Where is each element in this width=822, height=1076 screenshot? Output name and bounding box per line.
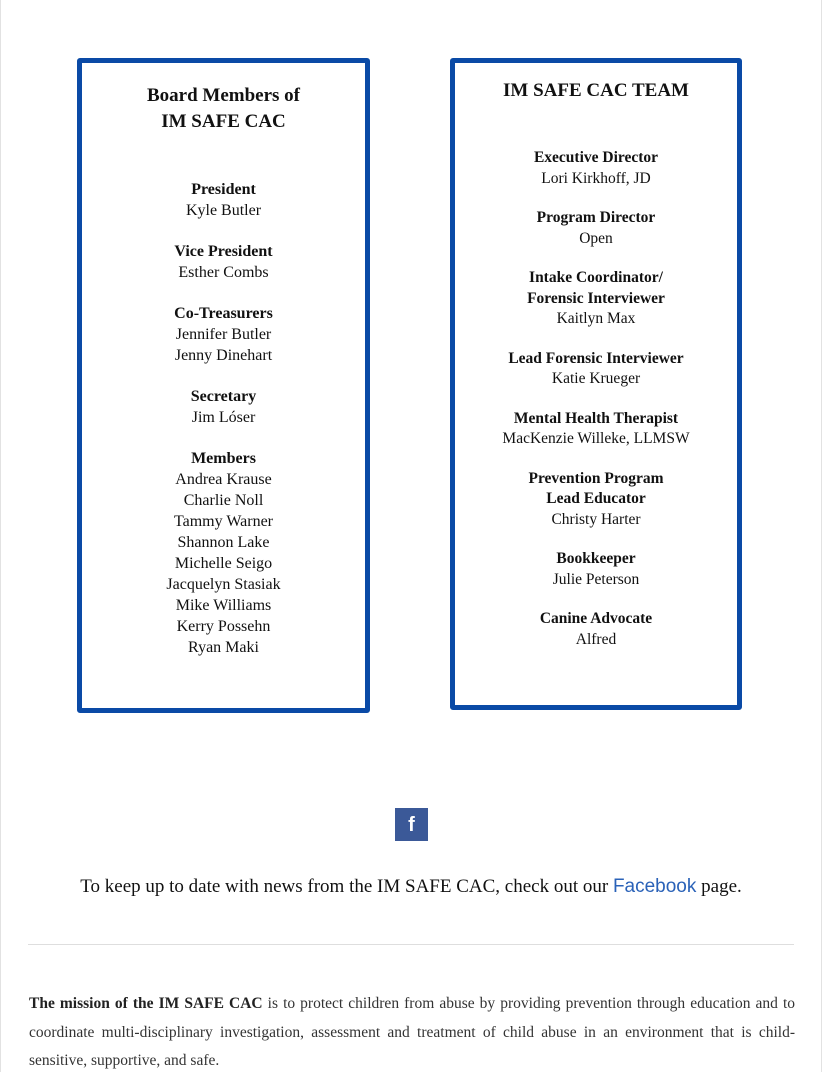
role-title: Program Director xyxy=(536,209,656,226)
board-title xyxy=(82,83,365,135)
person-name: Michelle Seigo xyxy=(174,555,273,572)
person-name: Esther Combs xyxy=(178,264,269,281)
mission-bold: The mission of the IM SAFE CAC xyxy=(29,995,263,1012)
news-prefix: To keep up to date with news from the IM SAFE CAC, check out our xyxy=(80,876,613,897)
divider xyxy=(28,944,794,945)
news-suffix: page. xyxy=(696,876,742,897)
person-name: Shannon Lake xyxy=(177,534,270,551)
person-name: Jacquelyn Stasiak xyxy=(166,576,281,593)
role-title: Bookkeeper xyxy=(556,550,636,567)
board-role xyxy=(82,179,365,221)
role-title: Executive Director xyxy=(533,149,659,166)
team-role xyxy=(455,148,737,189)
person-name: Jim Lóser xyxy=(191,409,256,426)
person-name: Ryan Maki xyxy=(188,639,259,656)
person-name: MacKenzie Willeke, LLMSW xyxy=(502,430,690,447)
role-title: Members xyxy=(191,450,256,467)
person-name: Charlie Noll xyxy=(183,492,264,509)
person-name: Katie Krueger xyxy=(551,370,641,387)
board-title-line2: IM SAFE CAC xyxy=(161,111,286,132)
facebook-icon-letter: f xyxy=(408,813,415,836)
role-title: Prevention Program xyxy=(528,469,664,487)
role-title: Mental Health Therapist xyxy=(513,409,679,427)
person-name: Andrea Krause xyxy=(175,471,272,488)
person-name: Kerry Possehn xyxy=(176,618,271,635)
team-role xyxy=(455,469,737,531)
board-role xyxy=(82,386,365,428)
board-role xyxy=(82,241,365,283)
team-role xyxy=(455,349,737,390)
person-name: Christy Harter xyxy=(551,510,641,528)
mission-statement xyxy=(29,990,795,1076)
board-title-line1: Board Members of xyxy=(146,85,301,106)
person-name: Kyle Butler xyxy=(185,202,262,219)
team-role xyxy=(455,208,737,249)
role-title: Forensic Interviewer xyxy=(527,289,665,307)
role-title: Lead Forensic Interviewer xyxy=(508,349,684,367)
person-name: Jenny Dinehart xyxy=(174,347,273,364)
team-roles-list xyxy=(455,148,737,650)
board-role xyxy=(82,303,365,366)
person-name: Mike Williams xyxy=(175,597,272,614)
facebook-icon[interactable] xyxy=(395,808,428,841)
team-title: IM SAFE CAC TEAM xyxy=(503,80,689,101)
person-name: Tammy Warner xyxy=(173,513,274,530)
mission-text: is to protect children from abuse by providing prevention through education and to coordinate multi-disciplinary investigation, assessment and treatment of child abuse in an environment that is child-sensitive, supportive, and safe. xyxy=(29,995,795,1069)
person-name: Julie Peterson xyxy=(552,570,640,588)
role-title: Intake Coordinator/ xyxy=(529,269,663,286)
facebook-link[interactable]: Facebook xyxy=(612,876,697,897)
team-box xyxy=(450,58,742,710)
role-title: President xyxy=(191,181,256,198)
role-title: Lead Educator xyxy=(546,490,646,507)
role-title: Canine Advocate xyxy=(539,610,653,627)
person-name: Jennifer Butler xyxy=(175,326,272,343)
role-title: Secretary xyxy=(190,388,257,405)
team-role xyxy=(455,268,737,330)
person-name: Open xyxy=(579,229,613,247)
team-role xyxy=(455,609,737,650)
board-roles-list xyxy=(82,179,365,658)
team-role xyxy=(455,549,737,590)
role-title: Co-Treasurers xyxy=(174,305,273,322)
role-title: Vice President xyxy=(174,243,273,260)
person-name: Lori Kirkhoff, JD xyxy=(541,169,651,187)
board-role xyxy=(82,448,365,658)
news-line xyxy=(0,874,822,900)
person-name: Kaitlyn Max xyxy=(556,310,636,327)
board-members-box xyxy=(77,58,370,713)
team-role xyxy=(455,409,737,450)
person-name: Alfred xyxy=(575,630,617,648)
